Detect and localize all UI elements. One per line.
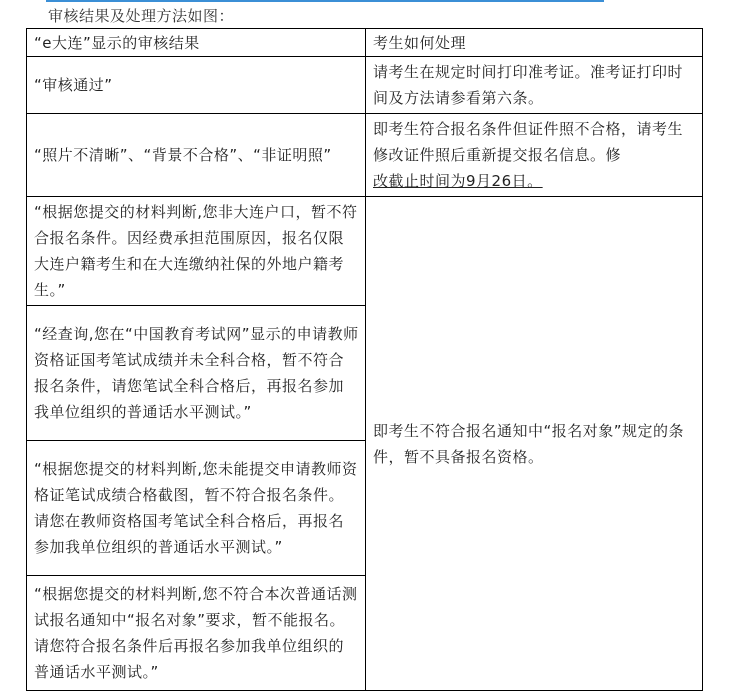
action-not-eligible: 即考生不符合报名通知中“报名对象”规定的条件，暂不具备报名资格。 (366, 197, 703, 691)
result-no-score-screenshot: “根据您提交的材料判断,您未能提交申请教师资格证笔试成绩合格截图，暂不符合报名条件。请您在教师资格国考笔试全科合格后，再报名参加我单位组织的普通话水平测试。” (27, 441, 366, 576)
intro-text: 审核结果及处理方法如图： (48, 7, 235, 25)
action-photo-issue (366, 114, 703, 197)
top-divider-line (46, 0, 604, 2)
result-not-registration-target: “根据您提交的材料判断,您不符合本次普通话测试报名通知中“报名对象”要求，暂不能报名。请您符合报名条件后再报名参加我单位组织的普通话水平测试。” (27, 576, 366, 691)
result-not-dalian-hukou: “根据您提交的材料判断,您非大连户口，暂不符合报名条件。因经费承担范围原因，报名仅限大连户籍考生和在大连缴纳社保的外地户籍考生。” (27, 197, 366, 306)
result-written-exam-not-passed: “经查询,您在“中国教育考试网”显示的申请教师资格证国考笔试成绩并未全科合格，暂不符合报名条件，请您笔试全科合格后，再报名参加我单位组织的普通话水平测试。” (27, 306, 366, 441)
action-approved: 请考生在规定时间打印准考证。准考证打印时间及方法请参看第六条。 (366, 57, 703, 114)
photo-action-text: 即考生符合报名条件但证件照不合格，请考生修改证件照后重新提交报名信息。修 (373, 120, 684, 164)
result-photo-issue: “照片不清晰”、“背景不合格”、“非证明照” (27, 114, 366, 197)
photo-deadline-text: 改截止时间为9月26日。 (373, 172, 543, 190)
review-result-table (26, 28, 703, 691)
table-row (27, 114, 703, 197)
result-approved: “审核通过” (27, 57, 366, 114)
table-header-row (27, 29, 703, 57)
header-candidate-action: 考生如何处理 (366, 29, 703, 57)
table-row (27, 57, 703, 114)
table-row (27, 197, 703, 306)
header-review-result: “e大连”显示的审核结果 (27, 29, 366, 57)
